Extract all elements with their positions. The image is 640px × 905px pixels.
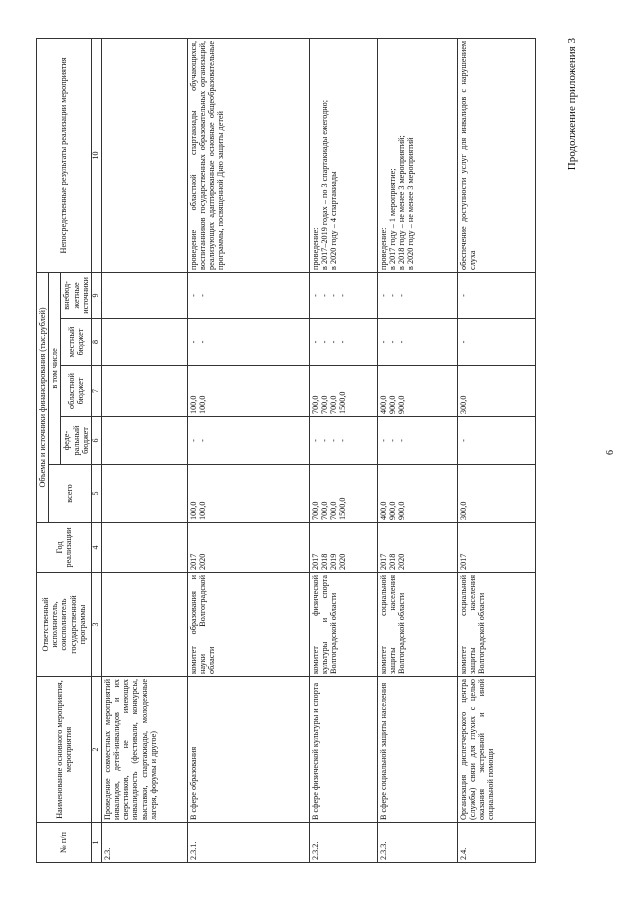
extra-value: - [188,294,198,297]
column-number: 10 [91,38,101,272]
total-value: 300,0 [458,501,468,520]
total-value: 700,0 [329,501,339,520]
year-cell [187,523,309,573]
column-number: 7 [91,366,101,417]
local-cell [187,319,309,366]
result-cell [377,38,457,272]
header-total: всего [49,465,92,523]
result-line: проведение: [310,227,320,270]
extra-cell [457,272,535,318]
total-value: 100,0 [188,501,198,520]
row-number: 2.3.2. [309,823,377,863]
federal-cell [457,417,535,465]
federal-value: - [188,439,198,442]
row-number: 2.3.3. [377,823,457,863]
total-cell [377,465,457,523]
local-value: - [388,340,398,344]
extra-value: - [198,294,208,297]
extra-cell [101,272,187,318]
regional-value: 700,0 [320,395,330,414]
activity-name: В сфере физической культуры и спорта [309,677,377,823]
row-number: 2.3. [101,823,187,863]
header-executor: Ответственный исполнитель, соисполнитель государственной программы [37,573,92,677]
federal-value: - [388,439,398,442]
extra-cell [187,272,309,318]
regional-cell [377,366,457,417]
executor: комитет социальной защиты населения Волгоградской области [457,573,535,677]
regional-value: 900,0 [397,395,407,414]
year-value: 2018 [320,553,330,570]
column-number: 1 [91,823,101,863]
extra-value: - [397,294,407,297]
financing-table [36,38,536,863]
result-line: в 2020 году – 4 спартакиады [329,171,339,270]
table-row [377,38,457,862]
regional-cell [101,366,187,417]
year-value: 2020 [338,553,348,570]
column-number: 6 [91,417,101,465]
total-cell [457,465,535,523]
year-cell [457,523,535,573]
executor [101,573,187,677]
local-cell [309,319,377,366]
local-cell [377,319,457,366]
year-value: 2017 [310,553,320,570]
federal-cell [187,417,309,465]
column-number: 4 [91,523,101,573]
year-value: 2017 [378,553,388,570]
header-results: Непосредственные результаты реализации мероприятия [37,38,92,272]
table-row [309,38,377,862]
local-value: - [320,340,330,344]
result-cell: проведение областной спартакиады обучающихся, воспитанников государственных образовательных организаций, реализующих адаптированные основные общеобразовательные программы, посвященной Дню защиты детей [187,38,309,272]
total-value: 700,0 [320,501,330,520]
extra-value: - [388,294,398,297]
federal-cell [377,417,457,465]
table-row [187,38,309,862]
total-value: 700,0 [310,501,320,520]
result-cell: обеспечение доступности услуг для инвалидов с нарушением слуха [457,38,535,272]
regional-value: 700,0 [329,395,339,414]
local-value: - [198,340,208,344]
result-cell [309,38,377,272]
executor: комитет образования и науки Волгоградской области [187,573,309,677]
year-cell [377,523,457,573]
local-cell [457,319,535,366]
column-number: 3 [91,573,101,677]
federal-value: - [329,439,339,442]
federal-value: - [338,439,348,442]
year-value: 2017 [188,553,198,570]
header-regional: областной бюджет [61,366,92,417]
local-value: - [310,340,320,344]
regional-value: 900,0 [388,395,398,414]
regional-value: 400,0 [378,395,388,414]
header-name: Наименование основного мероприятия, мероприятия [37,677,92,823]
year-cell [309,523,377,573]
activity-name: В сфере социальной защиты населения [377,677,457,823]
header-no: № п/п [37,823,92,863]
total-value: 400,0 [378,501,388,520]
extra-cell [309,272,377,318]
regional-cell [187,366,309,417]
executor: комитет физической культуры и спорта Волгоградской области [309,573,377,677]
federal-value: - [397,439,407,442]
extra-value: - [310,294,320,297]
total-value: 1500,0 [338,497,348,520]
executor: комитет социальной защиты населения Волгоградской области [377,573,457,677]
local-value: - [329,340,339,344]
regional-value: 100,0 [198,395,208,414]
regional-value: 700,0 [310,395,320,414]
extra-value: - [378,294,388,297]
local-cell [101,319,187,366]
regional-value: 300,0 [458,395,468,414]
column-number: 5 [91,465,101,523]
federal-value: - [198,439,208,442]
header-including: в том числе [49,272,61,464]
result-cell [101,38,187,272]
federal-cell [309,417,377,465]
federal-value: - [458,439,468,442]
column-number-row [91,38,101,862]
year-value: 2020 [198,553,208,570]
total-value: 900,0 [388,501,398,520]
extra-value: - [320,294,330,297]
result-line: проведение: [378,227,388,270]
local-value: - [397,340,407,344]
activity-name: Проведение совместных мероприятий инвалидов, детей-инвалидов и их сверстников, не имеющих инвалидность (фестивали, конкурсы, выставки, спартакиады, молодежные лагеря, форумы и другое) [101,677,187,823]
year-value: 2017 [458,553,468,570]
table-row [101,38,187,862]
header-year: Год реализации [37,523,92,573]
regional-value: 1500,0 [338,391,348,414]
header-financing: Объемы и источники финансирования (тыс.рублей) [37,272,49,522]
local-value: - [338,340,348,344]
federal-value: - [378,439,388,442]
table-row [457,38,535,862]
header-extra: внебюд-жетные источники [61,272,92,318]
header-local: местный бюджет [61,319,92,366]
year-value: 2020 [397,553,407,570]
federal-value: - [320,439,330,442]
total-cell [101,465,187,523]
row-number: 2.3.1. [187,823,309,863]
local-value: - [188,340,198,344]
result-line: в 2020 году – не менее 3 мероприятий [406,137,416,270]
result-line: в 2018 году – не менее 3 мероприятий; [397,135,407,270]
extra-value: - [458,294,468,297]
local-value: - [378,340,388,344]
total-value: 900,0 [397,501,407,520]
year-cell [101,523,187,573]
total-cell [187,465,309,523]
federal-value: - [310,439,320,442]
result-line: в 2017–2019 годах – по 3 спартакиады ежегодно; [320,99,330,270]
regional-cell [457,366,535,417]
year-value: 2018 [388,553,398,570]
row-number: 2.4. [457,823,535,863]
extra-value: - [338,294,348,297]
regional-cell [309,366,377,417]
year-value: 2019 [329,553,339,570]
column-number: 8 [91,319,101,366]
column-number: 9 [91,272,101,318]
header-federal: феде-ральный бюджет [61,417,92,465]
continuation-title: Продолжение приложения 3 [566,38,578,171]
total-cell [309,465,377,523]
result-line: в 2017 году – 1 мероприятие; [388,168,398,270]
page-number: 6 [605,450,616,455]
federal-cell [101,417,187,465]
extra-cell [377,272,457,318]
total-value: 100,0 [198,501,208,520]
activity-name: В сфере образования [187,677,309,823]
column-number: 2 [91,677,101,823]
activity-name: Организация диспетчерского центра (службы) связи для глухих с целью оказания экстренной и иной социальной помощи [457,677,535,823]
regional-value: 100,0 [188,395,198,414]
local-value: - [458,340,468,344]
extra-value: - [329,294,339,297]
